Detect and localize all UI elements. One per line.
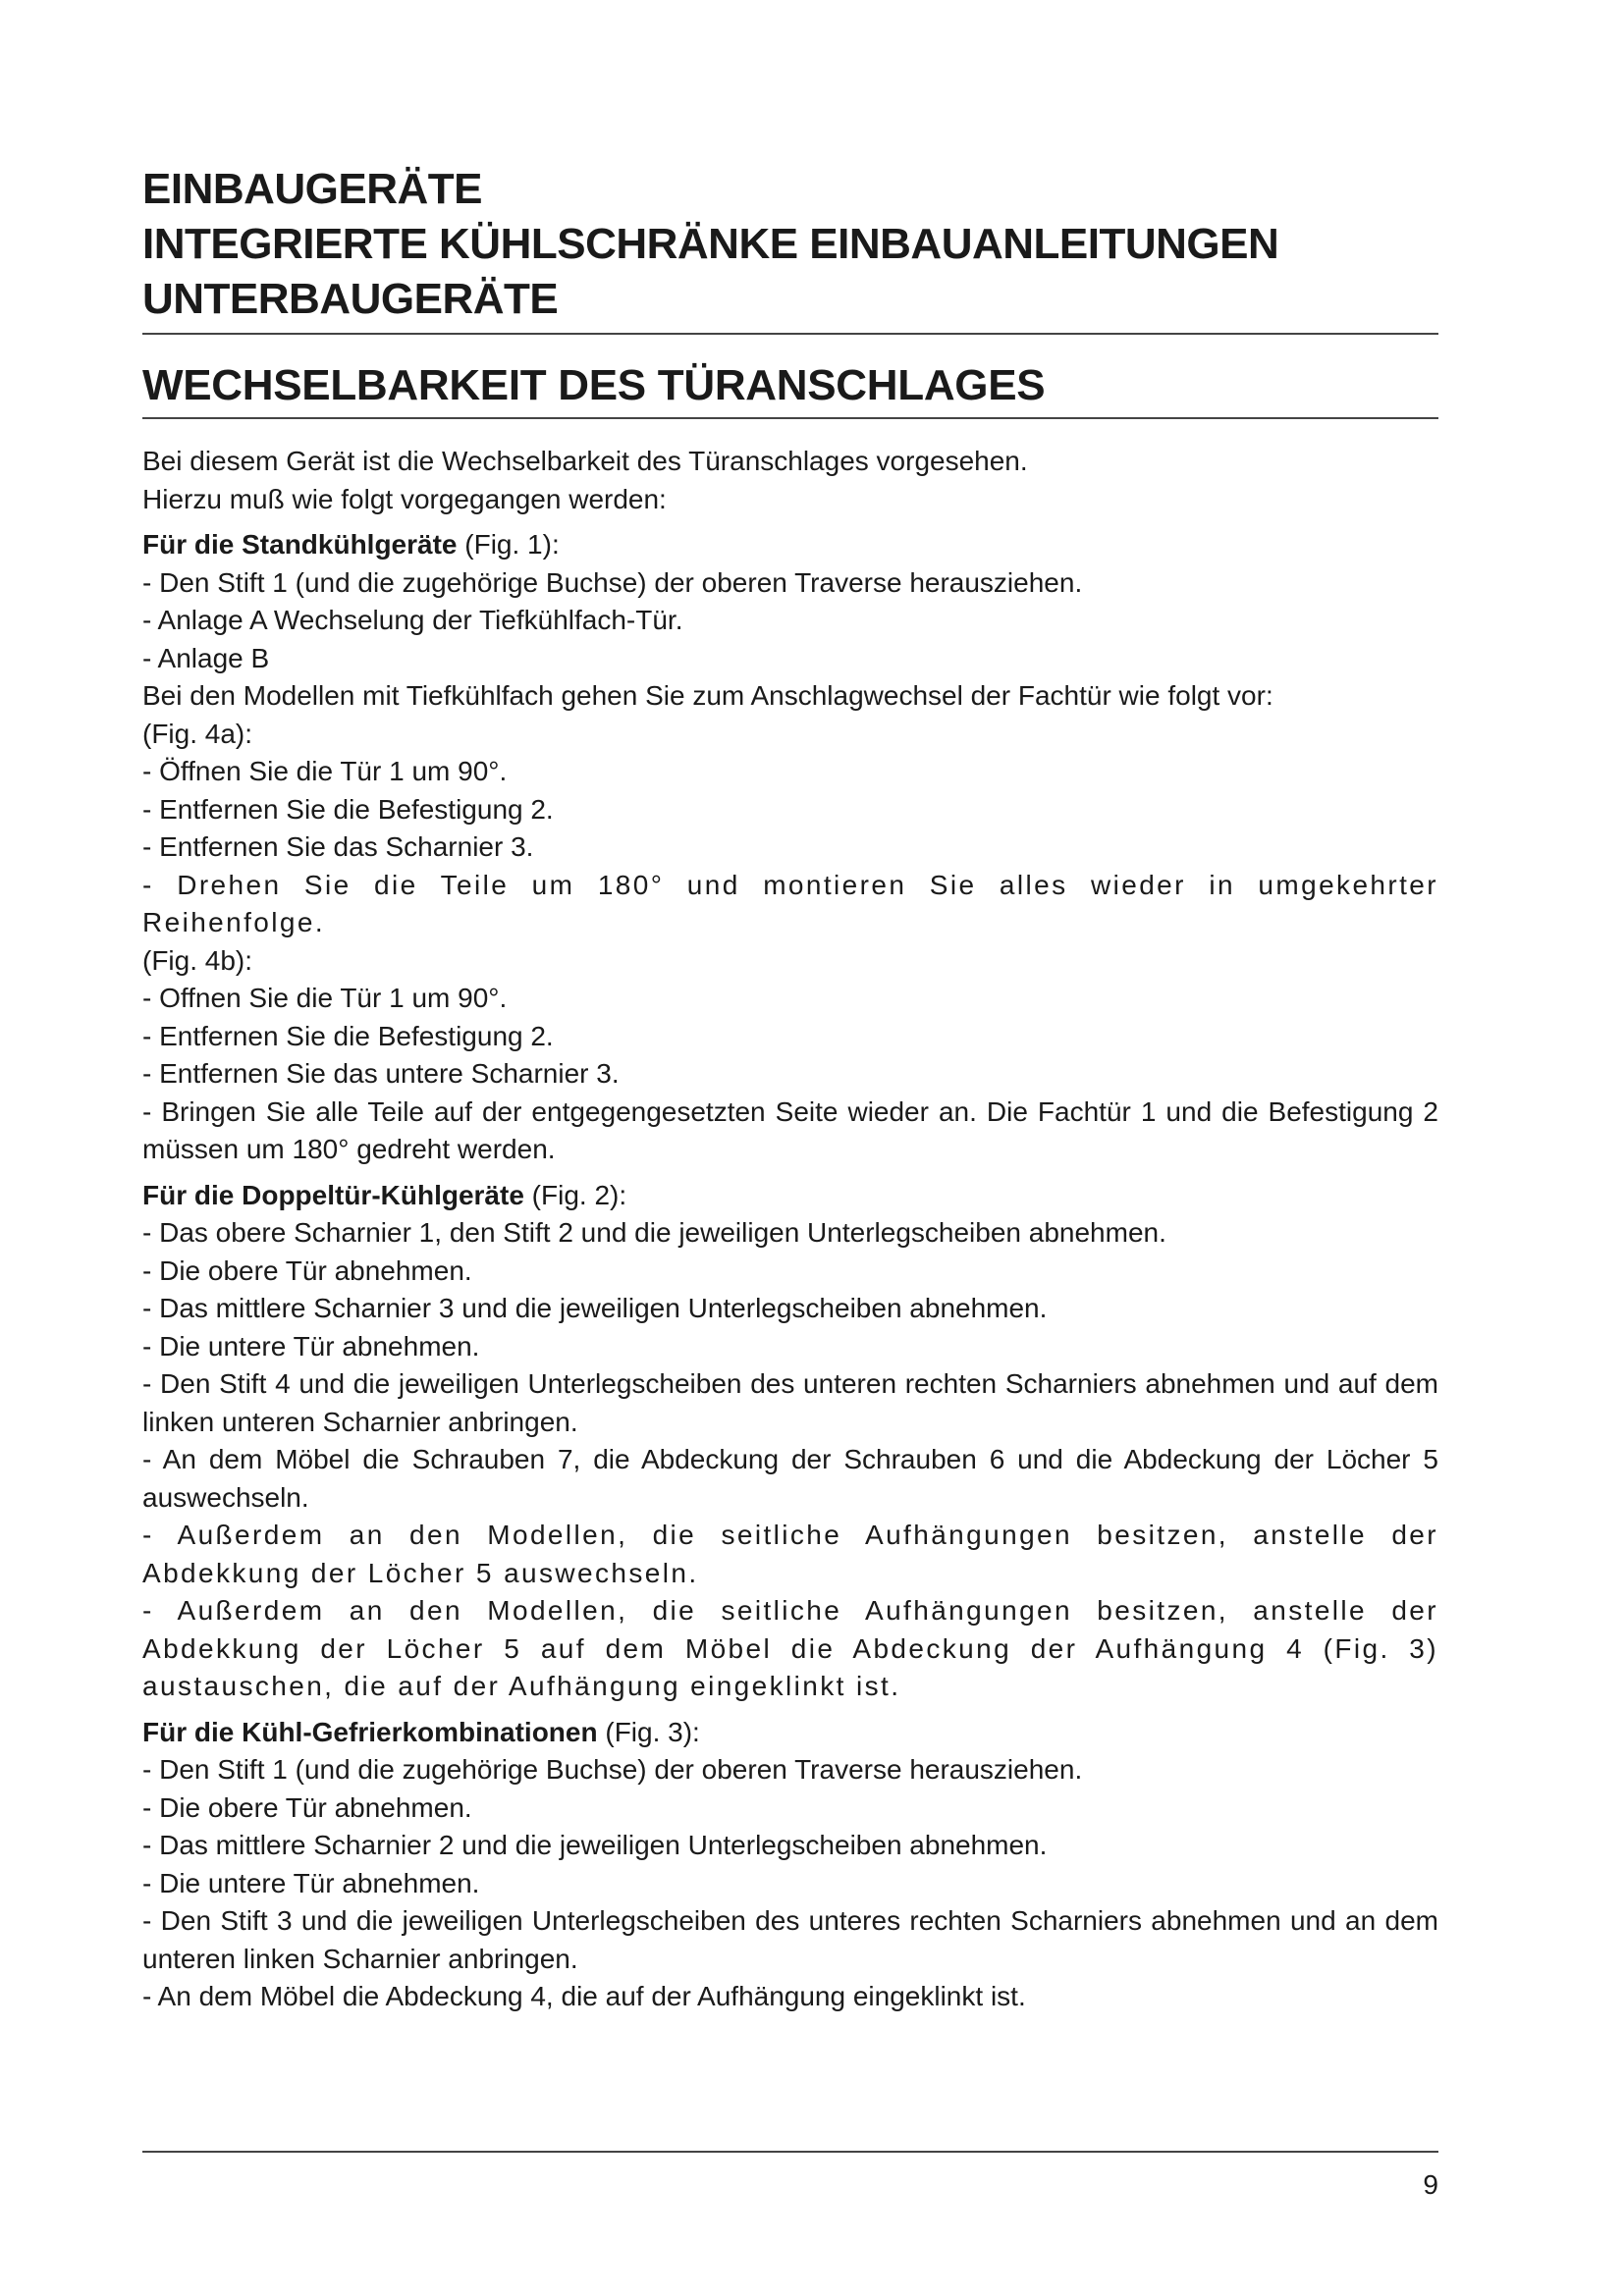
intro-line: Bei diesem Gerät ist die Wechselbarkeit des Türanschlages vorgesehen. [142,446,1028,476]
subheading-ref: (Fig. 2): [523,1179,627,1210]
subheading-standkuehl [142,526,1438,564]
title-line: UNTERBAUGERÄTE [142,275,559,323]
instruction-line: - Das mittlere Scharnier 3 und die jeweiligen Unterlegscheiben abnehmen. [142,1293,1048,1323]
subheading-kuehlgefrier [142,1714,1438,1752]
instruction-line: - Den Stift 1 (und die zugehörige Buchse) der oberen Traverse herausziehen. [142,566,1083,598]
section-title: WECHSELBARKEIT DES TÜRANSCHLAGES [142,358,1438,419]
instruction-line: - Bringen Sie alle Teile auf der entgegengesetzten Seite wieder an. Die Fachtür 1 und die Befestigung 2 müssen um 180° gedreht werden. [142,1095,1438,1164]
instruction-line: - Den Stift 4 und die jeweiligen Unterlegscheiben des unteren rechten Scharniers abnehmen und auf dem linken unteren Scharnier anbringen. [142,1368,1438,1437]
instruction-line: Bei den Modellen mit Tiefkühlfach gehen Sie zum Anschlagwechsel der Fachtür wie folgt vor: [142,680,1273,711]
subheading-bold: Für die Kühl-Gefrierkombinationen [142,1716,598,1747]
instruction-line: - Entfernen Sie die Befestigung 2. [142,793,554,825]
instruction-line: - Entfernen Sie das untere Scharnier 3. [142,1058,620,1089]
instruction-line: (Fig. 4b): [142,944,253,976]
document-title [142,162,1438,335]
body-text [142,443,1438,2016]
instruction-line: - Den Stift 3 und die jeweiligen Unterlegscheiben des unteres rechten Scharniers abnehmen und an dem unteren linken Scharnier anbringen. [142,1905,1438,1974]
page [142,162,1438,2016]
instruction-line: - Drehen Sie die Teile um 180° und montieren Sie alles wieder in umgekehrter Reihenfolge. [142,869,1438,937]
subheading-ref: (Fig. 1): [457,529,560,560]
subheading-doppeltuer [142,1177,1438,1215]
instruction-line: - Entfernen Sie das Scharnier 3. [142,831,534,862]
page-number: 9 [1423,2169,1438,2200]
instruction-line: - Die untere Tür abnehmen. [142,1867,480,1898]
intro-line: Hierzu muß wie folgt vorgegangen werden: [142,483,667,514]
subheading-bold: Für die Doppeltür-Kühlgeräte [142,1179,524,1210]
instruction-line: - Das mittlere Scharnier 2 und die jeweiligen Unterlegscheiben abnehmen. [142,1830,1048,1860]
instruction-line: - Entfernen Sie die Befestigung 2. [142,1020,554,1051]
instruction-line: - Die obere Tür abnehmen. [142,1791,472,1823]
title-line: INTEGRIERTE KÜHLSCHRÄNKE EINBAUANLEITUNGEN [142,220,1279,268]
instruction-line: - Offnen Sie die Tür 1 um 90°. [142,983,508,1013]
instruction-line: - Außerdem an den Modellen, die seitliche Aufhängungen besitzen, anstelle der Abdekkung der Löcher 5 auswechseln. [142,1520,1438,1588]
instruction-line: - Anlage A Wechselung der Tiefkühlfach-Tür. [142,605,683,635]
title-line: EINBAUGERÄTE [142,165,483,213]
subheading-ref: (Fig. 3): [597,1716,700,1747]
instruction-line: - Die obere Tür abnehmen. [142,1255,472,1286]
instruction-line: - An dem Möbel die Abdeckung 4, die auf der Aufhängung eingeklinkt ist. [142,1981,1026,2011]
instruction-line: - Außerdem an den Modellen, die seitliche Aufhängungen besitzen, anstelle der Abdekkung der Löcher 5 auf dem Möbel die Abdeckung der Aufhängung 4 (Fig. 3) austauschen, die auf der Aufhängung eingeklinkt ist. [142,1595,1438,1701]
instruction-line: - Das obere Scharnier 1, den Stift 2 und die jeweiligen Unterlegscheiben abnehmen. [142,1217,1166,1248]
subheading-bold: Für die Standkühlgeräte [142,529,458,560]
instruction-line: - Öffnen Sie die Tür 1 um 90°. [142,756,508,786]
footer-rule [142,2151,1438,2153]
instruction-line: (Fig. 4a): [142,718,253,749]
instruction-line: - Die untere Tür abnehmen. [142,1330,480,1362]
instruction-line: - Den Stift 1 (und die zugehörige Buchse) der oberen Traverse herausziehen. [142,1754,1083,1785]
instruction-line: - Anlage B [142,642,270,673]
instruction-line: - An dem Möbel die Schrauben 7, die Abdeckung der Schrauben 6 und die Abdeckung der Löcher 5 auswechseln. [142,1444,1438,1513]
